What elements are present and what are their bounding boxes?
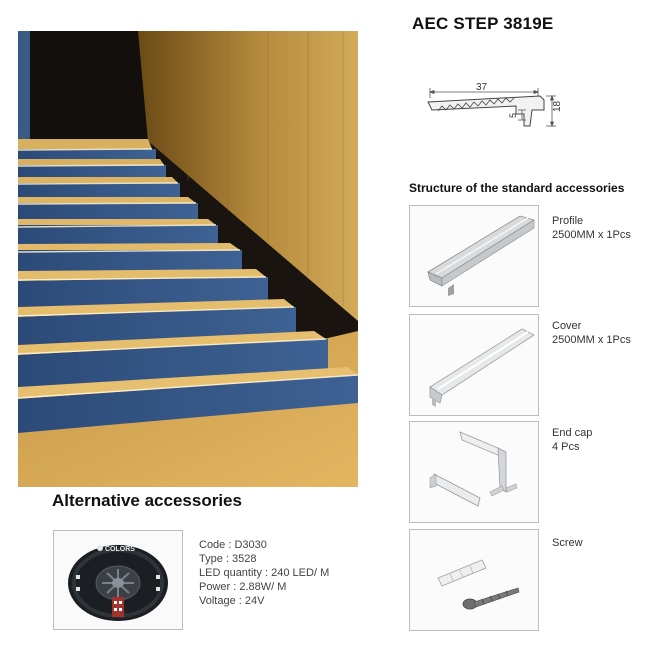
profile-cross-section-drawing [420, 80, 563, 160]
accessory-label-screw [552, 536, 583, 550]
accessory-label-end-cap [552, 426, 592, 454]
led-strip-reel-image [53, 530, 183, 630]
dim-height-label: 18 [552, 100, 563, 112]
accessory-detail: 2500MM x 1Pcs [552, 229, 631, 241]
accessory-detail: 4 Pcs [552, 441, 580, 453]
dim-width-label: 37 [476, 82, 488, 93]
accessory-image-end-cap [409, 421, 539, 523]
accessory-label-cover [552, 319, 631, 347]
product-title: AEC STEP 3819E [412, 14, 554, 33]
dim-inner-label: 5 [508, 112, 518, 118]
accessory-image-screw [409, 529, 539, 631]
accessory-name: Profile [552, 215, 584, 227]
structure-section-title: Structure of the standard accessories [409, 181, 625, 195]
accessory-label-profile [552, 214, 631, 242]
led-strip-specs [199, 538, 329, 608]
accessory-image-cover [409, 314, 539, 416]
spec-type: Type : 3528 [199, 553, 257, 565]
accessory-name: End cap [552, 427, 593, 439]
accessory-name: Screw [552, 537, 583, 549]
spec-code: Code : D3030 [199, 539, 267, 551]
spec-voltage: Voltage : 24V [199, 595, 265, 607]
logo-text: COLORS [105, 546, 135, 553]
staircase-photo [18, 31, 358, 487]
accessory-name: Cover [552, 320, 582, 332]
accessory-image-profile [409, 205, 539, 307]
spec-led-quantity: LED quantity : 240 LED/ M [199, 567, 330, 579]
accessory-detail: 2500MM x 1Pcs [552, 334, 631, 346]
spec-power: Power : 2.88W/ M [199, 581, 287, 593]
alternative-section-title: Alternative accessories [52, 491, 242, 510]
